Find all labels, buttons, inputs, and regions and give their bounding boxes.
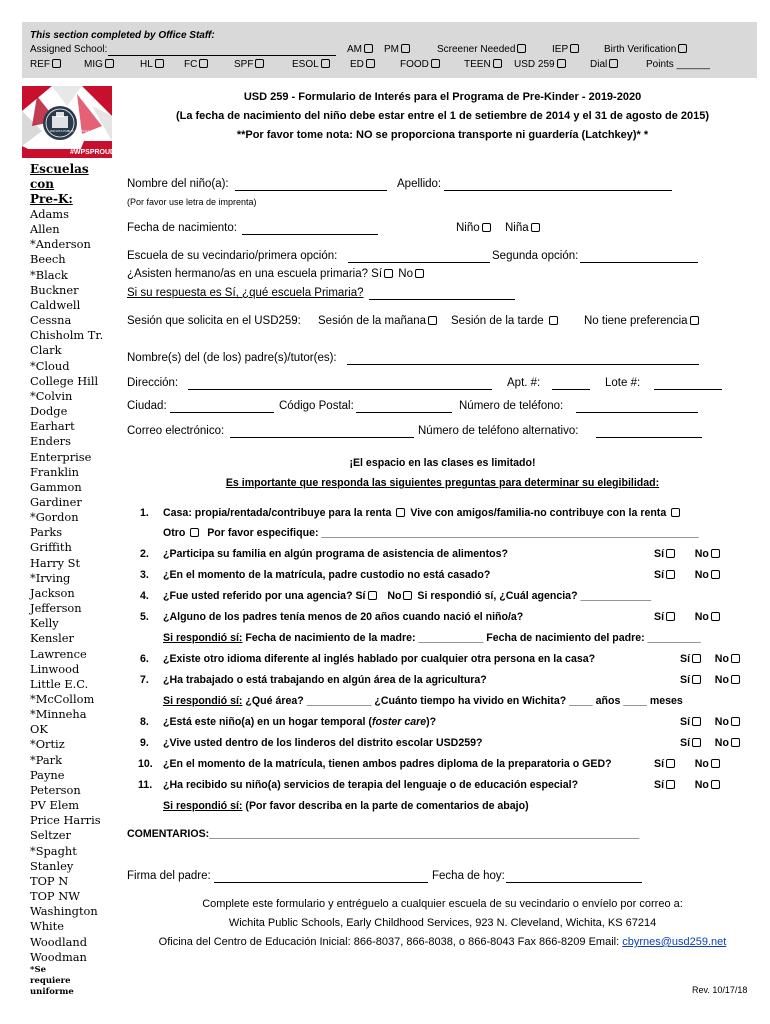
school-list-item: Little E.C. [30, 676, 89, 691]
q7-no-checkbox[interactable] [731, 675, 740, 684]
q1-other-checkbox[interactable] [190, 528, 199, 537]
birthdate-range-note: (La fecha de nacimiento del niño debe estar entre el 1 de setiembre de 2014 y el 31 de agosto de 2015) [175, 110, 710, 122]
hl-option[interactable]: HL [140, 59, 166, 70]
mig-checkbox[interactable] [105, 59, 114, 68]
if-yes-school-field[interactable] [369, 288, 515, 300]
todays-date-field[interactable] [506, 871, 642, 883]
school-list-item: *Spaght [30, 843, 77, 858]
q10-text: ¿En el momento de la matrícula, tienen ambos padres diploma de la preparatoria o GED? [163, 758, 612, 770]
q4-yes-checkbox[interactable] [368, 591, 377, 600]
school-list-item: *Irving [30, 570, 71, 585]
school-list-item: OK [30, 722, 48, 737]
nino-checkbox[interactable] [482, 223, 491, 232]
footer-address: Wichita Public Schools, Early Childhood Services, 923 N. Cleveland, Wichita, KS 67214 [228, 917, 657, 929]
school-list-item: Cessna [30, 313, 72, 328]
am-option[interactable]: AM [347, 44, 375, 55]
uniform-note-1: *Se [30, 964, 46, 975]
q11-answers: Sí No [654, 779, 722, 791]
nina-option[interactable]: Niña [505, 222, 542, 234]
transport-note: **Por favor tome nota: NO se proporciona transporte ni guardería (Latchkey)* * [236, 129, 649, 141]
q3-answers: Sí No [654, 569, 722, 581]
lot-label: Lote #: [605, 377, 641, 389]
teen-option[interactable]: TEEN [464, 59, 504, 70]
q4-number: 4. [140, 590, 149, 602]
q4-no-checkbox[interactable] [403, 591, 412, 600]
q1-friends-checkbox[interactable] [671, 508, 680, 517]
birth-verification-option[interactable]: Birth Verification [604, 44, 689, 55]
limited-space-notice: ¡El espacio en las clases es limitado! [349, 457, 536, 469]
email-link[interactable]: cbyrnes@usd259.net [622, 936, 727, 948]
q4-text: ¿Fue usted referido por una agencia? Sí No Si respondió sí, ¿Cuál agencia? ____________ [163, 590, 652, 602]
assigned-school-label: Assigned School: [30, 44, 108, 55]
q3-text: ¿En el momento de la matrícula, padre custodio no está casado? [163, 569, 491, 581]
school-list-item: Gardiner [30, 494, 82, 509]
school-list-item: Harry St [30, 555, 81, 570]
q1-number: 1. [140, 507, 149, 519]
second-option-field[interactable] [580, 251, 698, 263]
q3-yes-checkbox[interactable] [666, 570, 675, 579]
iep-checkbox[interactable] [570, 44, 579, 53]
siblings-no-checkbox[interactable] [415, 269, 424, 278]
school-list-item: Lawrence [30, 646, 87, 661]
iep-option[interactable]: IEP [552, 44, 581, 55]
q6-yes-checkbox[interactable] [692, 654, 701, 663]
school-list-item: *McCollom [30, 692, 95, 706]
no-preference-option[interactable]: No tiene preferencia [584, 315, 701, 327]
q1-housing: Casa: propia/rentada/contribuye para la renta Vive con amigos/familia-no contribuye con la renta [163, 507, 682, 519]
birth-verification-checkbox[interactable] [678, 44, 687, 53]
parents-label: Nombre(s) del (de los) padre(s)/tutor(es): [127, 352, 337, 364]
school-list-item: *Anderson [30, 237, 91, 252]
todays-date-label: Fecha de hoy: [432, 870, 505, 882]
school-list-item: TOP N [30, 873, 69, 888]
school-list-item: Peterson [30, 782, 81, 797]
school-list-heading-1: Escuelas con [30, 162, 89, 191]
q6-answers: Sí No [680, 653, 742, 665]
parent-signature-field[interactable] [214, 871, 428, 883]
q5-followup: Si respondió sí: Fecha de nacimiento de la madre: ___________ Fecha de nacimiento del padre: _________ [163, 632, 701, 644]
school-list-item: Enterprise [30, 449, 92, 464]
revision-date: Rev. 10/17/18 [692, 985, 748, 995]
esol-option[interactable]: ESOL [292, 59, 332, 70]
ref-checkbox[interactable] [52, 59, 61, 68]
school-list-item: Clark [30, 343, 62, 358]
school-list-item: Beech [30, 252, 66, 267]
alt-phone-label: Número de teléfono alternativo: [418, 425, 579, 437]
q9-number: 9. [140, 737, 149, 749]
school-list-item: Earhart [30, 419, 75, 434]
screener-checkbox[interactable] [517, 44, 526, 53]
wps-logo [22, 86, 116, 158]
school-list-item: Jefferson [30, 601, 82, 616]
school-list-item: *Gordon Parks [30, 510, 79, 540]
q1-other: Otro Por favor especifique: ________________________________________________________________ [163, 527, 699, 539]
school-list-item: Woodland [30, 934, 88, 949]
esol-checkbox[interactable] [321, 59, 330, 68]
school-list-item: Adams [30, 207, 69, 221]
office-staff-section [22, 22, 757, 78]
q9-yes-checkbox[interactable] [692, 738, 701, 747]
ed-option[interactable]: ED [350, 59, 377, 70]
q8-number: 8. [140, 716, 149, 728]
q5-answers: Sí No [654, 611, 722, 623]
nina-checkbox[interactable] [531, 223, 540, 232]
q6-number: 6. [140, 653, 149, 665]
city-label: Ciudad: [127, 400, 167, 412]
child-name-field[interactable] [235, 179, 387, 191]
birth-date-field[interactable] [242, 223, 378, 235]
q2-no-checkbox[interactable] [711, 549, 720, 558]
child-name-label: Nombre del niño(a): [127, 178, 229, 190]
usd259-checkbox[interactable] [557, 59, 566, 68]
q8-no-checkbox[interactable] [731, 717, 740, 726]
q9-no-checkbox[interactable] [731, 738, 740, 747]
mig-option[interactable]: MIG [84, 59, 116, 70]
school-list [30, 162, 110, 998]
q11-number: 11. [138, 779, 153, 791]
school-list-item: Buckner [30, 282, 79, 297]
screener-option[interactable]: Screener Needed [437, 44, 528, 55]
session-label: Sesión que solicita en el USD259: [127, 315, 301, 327]
zip-label: Código Postal: [279, 400, 354, 412]
q11-followup: Si respondió sí: (Por favor describa en la parte de comentarios de abajo) [163, 800, 529, 812]
school-list-item: White [30, 919, 65, 934]
school-list-item: Allen [30, 222, 60, 237]
address-field[interactable] [188, 378, 492, 390]
fc-option[interactable]: FC [184, 59, 210, 70]
school-list-item: Price Harris [30, 813, 101, 828]
points-field[interactable]: Points ______ [646, 59, 710, 70]
fc-checkbox[interactable] [199, 59, 208, 68]
q2-number: 2. [140, 548, 149, 560]
dial-option[interactable]: Dial [590, 59, 620, 70]
q7-followup: Si respondió sí: ¿Qué área? ___________ ¿Cuánto tiempo ha vivido en Wichita? ____ años ____ meses [163, 695, 683, 707]
q2-yes-checkbox[interactable] [666, 549, 675, 558]
alt-phone-field[interactable] [596, 426, 702, 438]
pm-option[interactable]: PM [384, 44, 412, 55]
school-list-item: *Minneha [30, 707, 87, 722]
apt-label: Apt. #: [507, 377, 541, 389]
q7-answers: Sí No [680, 674, 742, 686]
first-school-label: Escuela de su vecindario/primera opción: [127, 250, 338, 262]
q5-yes-checkbox[interactable] [666, 612, 675, 621]
school-list-item: PV Elem [30, 798, 80, 813]
print-note: (Por favor use letra de imprenta) [127, 197, 257, 207]
comments-field[interactable]: COMENTARIOS:_________________________________________________________________________ [127, 828, 640, 840]
birth-date-label: Fecha de nacimiento: [127, 222, 237, 234]
q7-yes-checkbox[interactable] [692, 675, 701, 684]
school-list-item: *Park [30, 752, 62, 767]
q8-text: ¿Está este niño(a) en un hogar temporal (foster care)? [163, 716, 437, 728]
office-heading: This section completed by Office Staff: [30, 30, 215, 41]
apt-field[interactable] [552, 378, 590, 390]
no-preference-checkbox[interactable] [690, 316, 699, 325]
last-name-field[interactable] [444, 179, 672, 191]
school-list-item: Kelly [30, 616, 59, 631]
parents-field[interactable] [347, 353, 699, 365]
q10-yes-checkbox[interactable] [666, 759, 675, 768]
school-list-item: *Cloud [30, 358, 70, 373]
logo-hashtag: #WPSPROUD [70, 149, 116, 156]
ref-option[interactable]: REF [30, 59, 63, 70]
school-list-item: College Hill [30, 373, 99, 388]
q6-no-checkbox[interactable] [731, 654, 740, 663]
q9-answers: Sí No [680, 737, 742, 749]
usd259-option[interactable]: USD 259 [514, 59, 568, 70]
school-list-item: Chisholm Tr. [30, 328, 104, 343]
school-list-item: Payne [30, 767, 65, 782]
assigned-school-field[interactable] [108, 44, 336, 56]
q7-number: 7. [140, 674, 149, 686]
q5-text: ¿Alguno de los padres tenía menos de 20 años cuando nació el niño/a? [163, 611, 524, 623]
am-checkbox[interactable] [364, 44, 373, 53]
q2-answers: Sí No [654, 548, 722, 560]
q1-own-checkbox[interactable] [396, 508, 405, 517]
school-list-item: Gammon [30, 479, 82, 494]
school-list-item: Caldwell [30, 297, 81, 312]
spf-option[interactable]: SPF [234, 59, 266, 70]
school-list-heading-2: Pre-K: [30, 192, 73, 206]
footer-contact: Oficina del Centro de Educación Inicial: 866-8037, 866-8038, o 866-8043 Fax 866-8209 Email: cbyrnes@usd259.net [158, 936, 727, 948]
teen-checkbox[interactable] [493, 59, 502, 68]
q10-number: 10. [138, 758, 153, 770]
q8-answers: Sí No [680, 716, 742, 728]
q11-text: ¿Ha recibido su niño(a) servicios de terapia del lenguaje o de educación especial? [163, 779, 579, 791]
q7-text: ¿Ha trabajado o está trabajando en algún área de la agricultura? [163, 674, 487, 686]
morning-checkbox[interactable] [428, 316, 437, 325]
q8-yes-checkbox[interactable] [692, 717, 701, 726]
pm-checkbox[interactable] [401, 44, 410, 53]
school-list-item: *Black [30, 267, 68, 282]
q9-text: ¿Vive usted dentro de los linderos del distrito escolar USD259? [163, 737, 483, 749]
school-list-item: Kensler [30, 631, 74, 646]
school-list-item: Griffith [30, 540, 72, 555]
school-list-item: Washington [30, 904, 98, 919]
zip-field[interactable] [356, 401, 452, 413]
email-label: Correo electrónico: [127, 425, 225, 437]
ed-checkbox[interactable] [366, 59, 375, 68]
school-list-item: Franklin [30, 464, 79, 479]
siblings-question: ¿Asisten hermano/as en una escuela primaria? Sí No [127, 268, 426, 280]
q6-text: ¿Existe otro idioma diferente al inglés hablado por cualquier otra persona en la casa? [163, 653, 596, 665]
school-list-item: Enders [30, 434, 71, 449]
logo-text: WICHITA PUBLIC SCHOOLS [50, 129, 90, 133]
footer-instructions: Complete este formulario y entréguelo a cualquier escuela de su vecindario o envíelo por correo a: [202, 898, 683, 910]
second-option-label: Segunda opción: [492, 250, 579, 262]
morning-option[interactable]: Sesión de la mañana [318, 315, 439, 327]
school-list-item: *Colvin [30, 388, 73, 403]
email-field[interactable] [230, 426, 414, 438]
food-option[interactable]: FOOD [400, 59, 442, 70]
parent-signature-label: Firma del padre: [127, 870, 211, 882]
uniform-note-3: uniforme [30, 986, 74, 997]
hl-checkbox[interactable] [155, 59, 164, 68]
form-title: USD 259 - Formulario de Interés para el Programa de Pre-Kinder - 2019-2020 [243, 91, 642, 103]
afternoon-option[interactable]: Sesión de la tarde [451, 315, 560, 327]
last-name-label: Apellido: [397, 178, 442, 190]
school-list-item: *Ortiz [30, 737, 65, 752]
q2-text: ¿Participa su familia en algún programa de asistencia de alimentos? [163, 548, 508, 560]
eligibility-notice: Es importante que responda las siguientes preguntas para determinar su elegibilidad: [225, 477, 660, 489]
phone-field[interactable] [576, 401, 698, 413]
first-school-field[interactable] [348, 251, 490, 263]
dial-checkbox[interactable] [609, 59, 618, 68]
siblings-yes-checkbox[interactable] [384, 269, 393, 278]
afternoon-checkbox[interactable] [549, 316, 558, 325]
q11-no-checkbox[interactable] [711, 780, 720, 789]
school-list-item: Linwood [30, 661, 80, 676]
school-list-item: Woodman [30, 949, 87, 964]
phone-label: Número de teléfono: [459, 400, 564, 412]
city-field[interactable] [170, 401, 274, 413]
lot-field[interactable] [654, 378, 722, 390]
address-label: Dirección: [127, 377, 179, 389]
q3-number: 3. [140, 569, 149, 581]
school-list-item: Stanley [30, 858, 74, 873]
school-list-item: TOP NW [30, 889, 80, 904]
q11-yes-checkbox[interactable] [666, 780, 675, 789]
spf-checkbox[interactable] [255, 59, 264, 68]
q10-no-checkbox[interactable] [711, 759, 720, 768]
q5-no-checkbox[interactable] [711, 612, 720, 621]
food-checkbox[interactable] [431, 59, 440, 68]
q5-number: 5. [140, 611, 149, 623]
q3-no-checkbox[interactable] [711, 570, 720, 579]
uniform-note-2: requiere [30, 975, 71, 986]
if-yes-school-label: Si su respuesta es Sí, ¿qué escuela Primaria? [127, 287, 364, 299]
school-list-item: Seltzer [30, 828, 71, 843]
school-list-item: Jackson [30, 585, 75, 600]
q10-answers: Sí No [654, 758, 722, 770]
school-list-item: Dodge [30, 404, 68, 419]
nino-option[interactable]: Niño [456, 222, 493, 234]
